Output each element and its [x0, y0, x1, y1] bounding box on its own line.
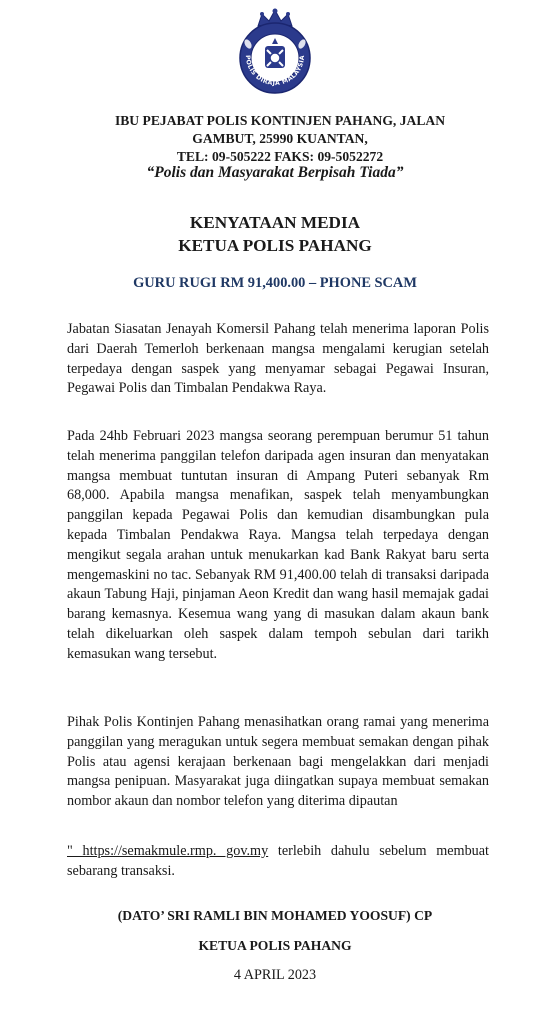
body-paragraph-2: Pada 24hb Februari 2023 mangsa seorang perempuan berumur 51 tahun telah menerima panggilan telefon daripada agen insuran dan menyatakan mangsa membuat tuntutan insuran di Ampang Puteri sebanyak Rm 68,000. Apabila mangsa menafikan, saspek telah menyambungkan panggilan kepada Pegawai Polis dan kemudian disambungkan pula kepada Timbalan Pendakwa Raya. Mangsa telah terpedaya dengan mengikut segala arahan untuk menukarkan kad Bank Rakyat baru serta mengemaskini no tac. Sebanyak RM 91,400.00 telah di transaksi daripada akaun Tabung Haji, pinjaman Aeon Kredit dan wang hasil memajak gadai barang kemasnya. Kesemua wang yang di masukan dalam akaun bank telah dikeluarkan oleh saspek dalam tempoh sebulan dari tarikh kemasukan wang tersebut. — [67, 428, 489, 662]
logo-ring-text: POLIS DIRAJA MALAYSIA — [243, 54, 307, 88]
statement-date: 4 APRIL 2023 — [233, 967, 317, 983]
title-line-2: KETUA POLIS PAHANG — [178, 236, 372, 255]
signatory-name: (DATO’ SRI RAMLI BIN MOHAMED YOOSUF) CP — [117, 908, 433, 923]
title-line-1: KENYATAAN MEDIA — [189, 213, 361, 232]
address-line-2: GAMBUT, 25990 KUANTAN, — [192, 131, 368, 146]
address-header — [100, 112, 460, 166]
address-line-1: IBU PEJABAT POLIS KONTINJEN PAHANG, JALAN — [114, 113, 446, 128]
motto: “Polis dan Masyarakat Berpisah Tiada” — [146, 164, 404, 181]
police-crest-logo — [232, 6, 318, 96]
body-paragraph-4 — [67, 842, 489, 882]
contact-line: TEL: 09-505222 FAKS: 09-5052272 — [176, 149, 384, 164]
semakmule-link[interactable]: " https://semakmule.rmp. gov.my — [67, 843, 269, 859]
body-paragraph-1: Jabatan Siasatan Jenayah Komersil Pahang telah menerima laporan Polis dari Daerah Temerloh berkenaan mangsa mengalami kerugian setelah terpedaya dengan saspek yang menyamar sebagai Pegawai Insuran, Pegawai Polis dan Timbalan Pendakwa Raya. — [67, 321, 489, 397]
signatory-position: KETUA POLIS PAHANG — [198, 938, 352, 953]
news-subheading: GURU RUGI RM 91,400.00 – PHONE SCAM — [133, 275, 417, 291]
document-title — [60, 211, 490, 257]
paragraph-4-text: terlebih dahulu sebelum membuat sebarang transaksi. — [67, 843, 489, 879]
body-paragraph-3: Pihak Polis Kontinjen Pahang menasihatkan orang ramai yang menerima panggilan yang meragukan untuk segera membuat semakan dengan pihak Polis atau agensi kerajaan berkenaan bagi mengelakkan dari menjadi mangsa penipuan. Masyarakat juga diingatkan supaya membuat semakan nombor akaun dan nombor telefon yang diterima dipautan — [67, 714, 489, 810]
